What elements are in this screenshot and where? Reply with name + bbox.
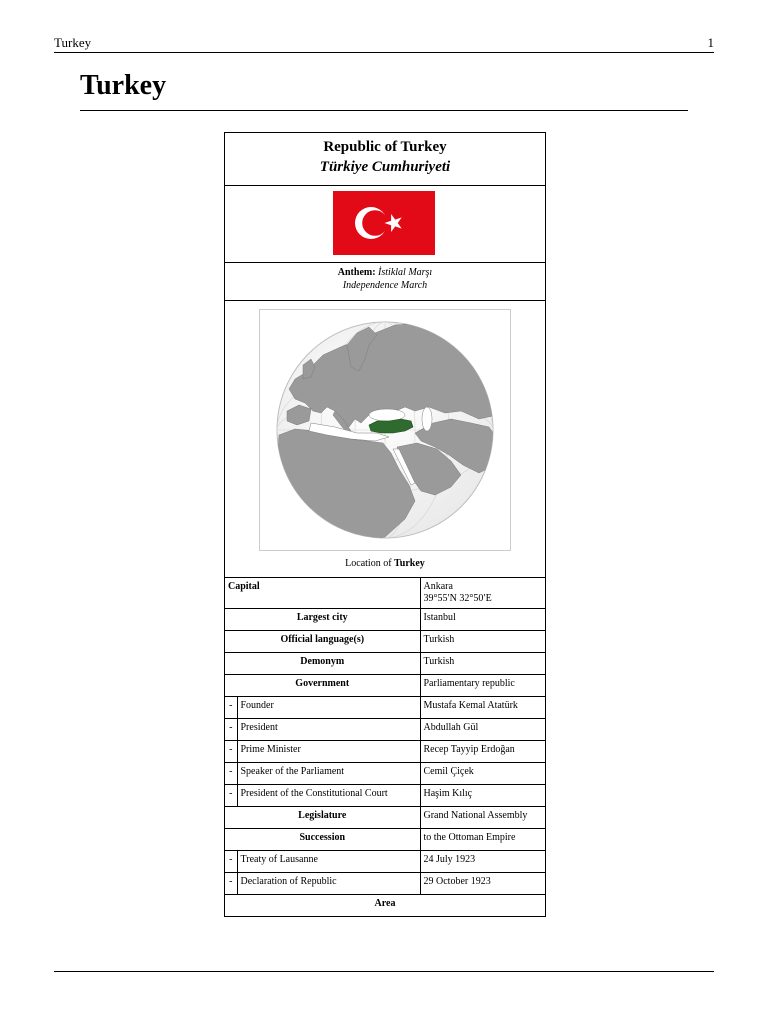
table-row (225, 653, 545, 675)
capital-label: Capital (225, 578, 420, 609)
treaty-value: 24 July 1923 (420, 851, 545, 873)
country-infobox (224, 132, 546, 917)
treaty-label[interactable]: Treaty of Lausanne (237, 851, 420, 873)
succession-value (420, 829, 545, 851)
title-divider (80, 110, 688, 111)
table-row (225, 719, 545, 741)
footer-divider (54, 971, 714, 972)
table-row (225, 895, 545, 917)
page-title: Turkey (80, 70, 167, 101)
page-number: 1 (707, 35, 714, 50)
caspian-sea (422, 407, 432, 431)
orthographic-location-map[interactable] (265, 315, 505, 545)
row-bullet: - (225, 873, 237, 895)
table-row (225, 807, 545, 829)
largest-city-value[interactable]: Istanbul (420, 609, 545, 631)
flag-section (225, 186, 545, 263)
speaker-value[interactable]: Cemil Çiçek (420, 763, 545, 785)
location-map-section (225, 301, 545, 578)
anthem-name[interactable]: İstiklal Marşı (378, 267, 433, 278)
native-name: Türkiye Cumhuriyeti (319, 159, 451, 175)
president-value[interactable]: Abdullah Gül (420, 719, 545, 741)
table-row (225, 578, 545, 609)
turkey-flag-image[interactable] (333, 191, 435, 255)
succession-label[interactable]: Succession (225, 829, 420, 851)
legislature-value[interactable]: Grand National Assembly (420, 807, 545, 829)
row-bullet: - (225, 851, 237, 873)
prime-minister-label[interactable]: Prime Minister (237, 741, 420, 763)
founder-value[interactable]: Mustafa Kemal Atatürk (420, 697, 545, 719)
capital-coordinates[interactable]: 39°55′N 32°50′E (423, 593, 492, 604)
map-caption (225, 558, 545, 569)
running-header (54, 34, 714, 53)
government-label[interactable]: Government (225, 675, 420, 697)
map-caption-prefix: Location of (345, 558, 392, 569)
table-row (225, 763, 545, 785)
government-value[interactable]: Parliamentary republic (420, 675, 545, 697)
table-row (225, 675, 545, 697)
map-caption-country[interactable]: Turkey (394, 558, 425, 569)
constitutional-court-value[interactable]: Haşim Kılıç (420, 785, 545, 807)
table-row (225, 741, 545, 763)
row-bullet: - (225, 785, 237, 807)
anthem-translation: Independence March (342, 280, 428, 291)
succession-text[interactable]: to the Ottoman Empire (423, 832, 516, 843)
largest-city-label[interactable]: Largest city (225, 609, 420, 631)
demonym-label[interactable]: Demonym (225, 653, 420, 675)
facts-table (225, 578, 545, 916)
demonym-value[interactable]: Turkish (420, 653, 545, 675)
president-label[interactable]: President (237, 719, 420, 741)
capital-city[interactable]: Ankara (423, 581, 453, 592)
declaration-value: 29 October 1923 (420, 873, 545, 895)
table-row (225, 873, 545, 895)
table-row (225, 697, 545, 719)
row-bullet: - (225, 741, 237, 763)
declaration-label: Declaration of Republic (237, 873, 420, 895)
table-row (225, 609, 545, 631)
anthem-label: Anthem: (337, 267, 376, 278)
founder-label: Founder (237, 697, 420, 719)
infobox-header (225, 133, 545, 186)
anthem-section (225, 263, 545, 301)
table-row (225, 851, 545, 873)
official-language-label[interactable]: Official language(s) (225, 631, 420, 653)
capital-value (420, 578, 545, 609)
speaker-label[interactable]: Speaker of the Parliament (237, 763, 420, 785)
location-map-frame (259, 309, 511, 551)
legislature-label[interactable]: Legislature (225, 807, 420, 829)
table-row (225, 829, 545, 851)
conventional-name: Republic of Turkey (323, 139, 447, 155)
official-language-value[interactable]: Turkish (420, 631, 545, 653)
row-bullet: - (225, 697, 237, 719)
row-bullet: - (225, 719, 237, 741)
constitutional-court-label[interactable]: President of the Constitutional Court (237, 785, 420, 807)
table-row (225, 631, 545, 653)
table-row (225, 785, 545, 807)
prime-minister-value[interactable]: Recep Tayyip Erdoğan (420, 741, 545, 763)
running-header-title: Turkey (54, 35, 92, 50)
row-bullet: - (225, 763, 237, 785)
area-label[interactable]: Area (374, 898, 396, 909)
